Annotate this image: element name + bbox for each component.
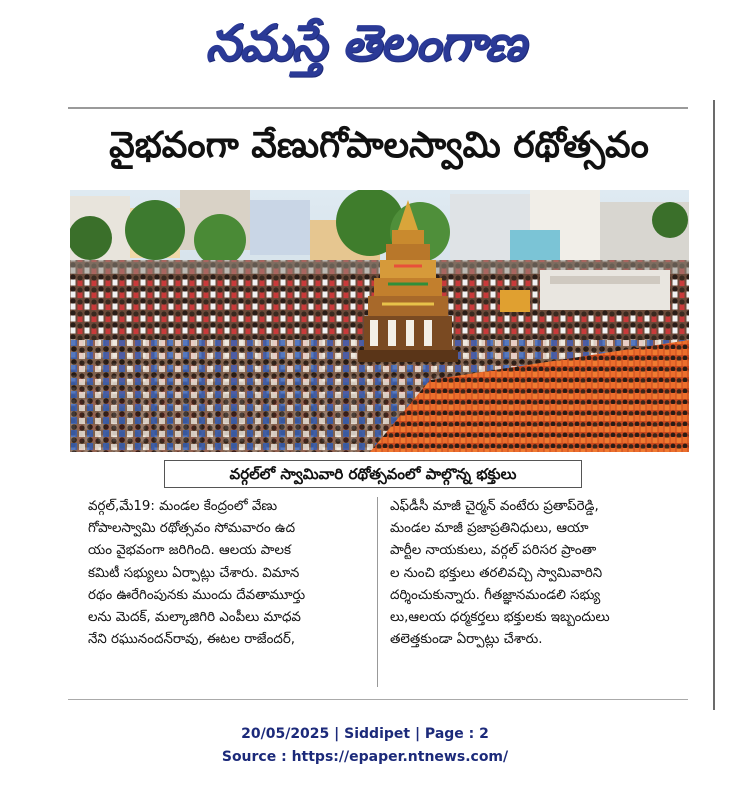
body-line: గోపాలస్వామి రథోత్సవం సోమవారం ఉద <box>88 521 296 537</box>
body-line: మండల మాజీ ప్రజాప్రతినిధులు, ఆయా <box>390 521 589 537</box>
chariot-photo-icon <box>70 190 689 452</box>
article-headline: వైభవంగా వేణుగోపాలస్వామి రథోత్సవం <box>109 125 649 166</box>
page-right-border <box>713 100 715 710</box>
article-left-column <box>88 496 363 651</box>
column-divider <box>377 497 378 687</box>
body-line: లను మెదక్, మల్కాజిగిరి ఎంపీలు మాధవ <box>88 610 301 626</box>
top-rule <box>68 107 688 109</box>
body-line: లు,ఆలయ ధర్మకర్తలు భక్తులకు ఇబ్బందులు <box>390 610 610 626</box>
footer-source-link[interactable]: Source : https://epaper.ntnews.com/ <box>221 749 509 765</box>
body-line: నేని రఘునందన్‌రావు, ఈటల రాజేందర్, <box>88 632 296 648</box>
body-line: పార్టీల నాయకులు, వర్గల్ పరిసర ప్రాంతా <box>390 543 597 559</box>
body-line: రథం ఊరేగింపునకు ముందు దేవతామూర్తు <box>88 587 306 603</box>
masthead-title: నమస్తే తెలంగాణ <box>205 14 525 72</box>
bottom-rule <box>68 699 688 700</box>
body-line: యం వైభవంగా జరిగింది. ఆలయ పాలక <box>88 543 291 559</box>
body-line: ఎఫ్‌డీసీ మాజీ చైర్మన్ వంటేరు ప్రతాప్‌రెడ్డి, <box>390 499 599 514</box>
body-line: ల నుంచి భక్తులు తరలివచ్చి స్వామివారిని <box>390 565 603 581</box>
footer-edition-line: 20/05/2025 | Siddipet | Page : 2 <box>241 726 489 742</box>
article-right-column <box>390 496 690 651</box>
body-line: దర్శించుకున్నారు. గీతజ్ఞానమండలి సభ్యు <box>390 587 601 603</box>
body-line: కమిటీ సభ్యులు ఏర్పాట్లు చేశారు. విమాన <box>88 565 300 581</box>
article-photo <box>70 190 689 452</box>
photo-caption: వర్గల్‌లో స్వామివారి రథోత్సవంలో పాల్గొన్న భక్తులు <box>164 460 582 488</box>
body-line: వర్గల్,మే19: మండల కేంద్రంలో వేణు <box>88 499 278 514</box>
body-line: తలెత్తకుండా ఏర్పాట్లు చేశారు. <box>390 632 543 648</box>
